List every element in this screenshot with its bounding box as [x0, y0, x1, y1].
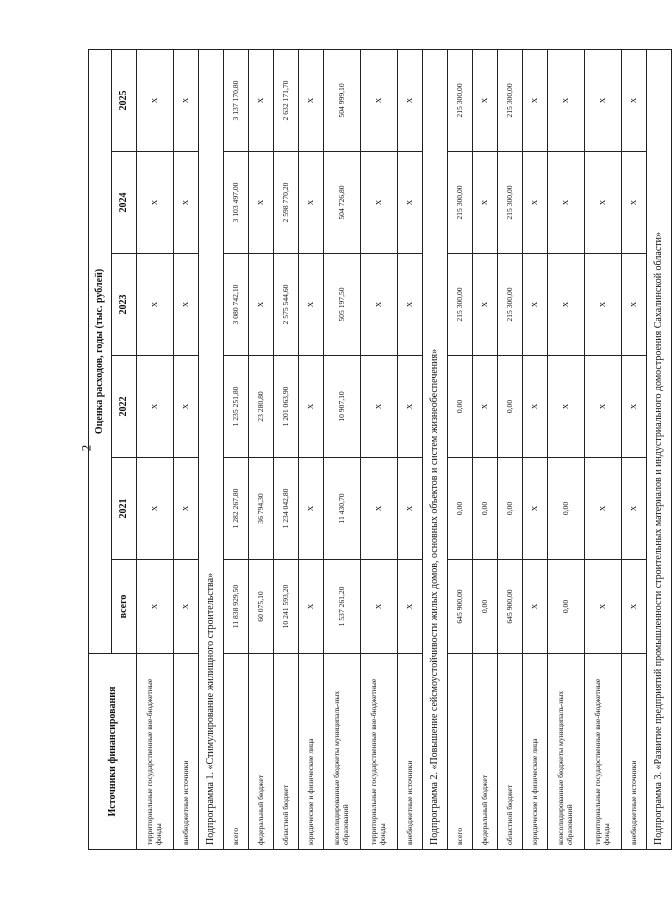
table-row	[585, 49, 622, 849]
source-label: юридические и физические лица	[299, 654, 324, 850]
value-cell: X	[361, 458, 398, 560]
value-cell: 1 537 261,20	[324, 560, 361, 654]
table-row	[498, 49, 523, 849]
value-cell: 645 900,00	[498, 560, 523, 654]
value-cell: 1 235 251,80	[224, 356, 249, 458]
value-cell: 2 598 770,20	[274, 152, 299, 254]
source-label: внебюджетные источники	[398, 654, 423, 850]
value-cell: X	[398, 356, 423, 458]
table-row	[249, 49, 274, 849]
table-row	[622, 49, 647, 849]
value-cell: 505 197,50	[324, 254, 361, 356]
value-cell: 3 137 170,80	[224, 49, 249, 151]
value-cell: 1 234 042,80	[274, 458, 299, 560]
year-header: 2025	[112, 49, 137, 151]
value-cell: X	[174, 458, 199, 560]
table-row	[398, 49, 423, 849]
value-cell: X	[523, 356, 548, 458]
value-cell: X	[398, 560, 423, 654]
rotated-table-sheet	[88, 50, 665, 850]
year-header: 2024	[112, 152, 137, 254]
subprogram-title: Подпрограмма 2. «Повышение сейсмоустойчивости жилых домов, основных объектов и систем жизнеобеспечения»	[423, 49, 448, 849]
value-cell: 0,00	[498, 458, 523, 560]
value-cell: 215 300,00	[498, 152, 523, 254]
value-cell: 3 103 497,00	[224, 152, 249, 254]
value-cell: X	[622, 560, 647, 654]
value-cell: X	[585, 356, 622, 458]
value-cell: X	[622, 49, 647, 151]
table-body	[137, 49, 672, 849]
table-row	[448, 49, 473, 849]
value-cell: X	[299, 49, 324, 151]
value-cell: X	[249, 152, 274, 254]
subprogram-title: Подпрограмма 1. «Стимулирование жилищного строительства»	[199, 49, 224, 849]
source-label: федеральный бюджет	[249, 654, 274, 850]
table-row	[473, 49, 498, 849]
value-cell: 23 280,80	[249, 356, 274, 458]
value-cell: X	[398, 152, 423, 254]
value-cell: X	[548, 152, 585, 254]
value-cell: 0,00	[548, 458, 585, 560]
value-cell: 215 300,00	[448, 152, 473, 254]
source-label: областной бюджет	[498, 654, 523, 850]
year-header: всего	[112, 560, 137, 654]
subprogram-title: Подпрограмма 3. «Развитие предприятий промышленности строительных материалов и индустриального домостроения Сахалинской области»	[647, 49, 672, 849]
table-row	[324, 49, 361, 849]
value-cell: X	[548, 254, 585, 356]
value-cell: 215 300,00	[448, 49, 473, 151]
value-cell: X	[299, 458, 324, 560]
value-cell: X	[361, 560, 398, 654]
value-cell: X	[473, 49, 498, 151]
source-label: внебюджетные источники	[174, 654, 199, 850]
source-label: консолидированные бюджеты муниципаль-ных образований	[324, 654, 361, 850]
value-cell: X	[137, 152, 174, 254]
value-cell: X	[174, 560, 199, 654]
value-cell: 2 632 171,70	[274, 49, 299, 151]
value-cell: 11 430,70	[324, 458, 361, 560]
value-cell: X	[622, 356, 647, 458]
value-cell: X	[523, 254, 548, 356]
value-cell: 0,00	[448, 356, 473, 458]
table-row	[224, 49, 249, 849]
value-cell: 3 080 742,10	[224, 254, 249, 356]
value-cell: X	[585, 560, 622, 654]
subprogram-row	[423, 49, 448, 849]
year-header: 2023	[112, 254, 137, 356]
value-cell: 10 241 593,20	[274, 560, 299, 654]
source-label: территориальные государственные вне-бюджетные фонды	[585, 654, 622, 850]
value-cell: 36 794,30	[249, 458, 274, 560]
source-label: всего	[448, 654, 473, 850]
value-cell: X	[249, 254, 274, 356]
value-cell: X	[523, 458, 548, 560]
value-cell: X	[523, 152, 548, 254]
value-cell: X	[137, 458, 174, 560]
value-cell: X	[299, 152, 324, 254]
subprogram-row	[199, 49, 224, 849]
value-cell: X	[473, 254, 498, 356]
value-cell: X	[299, 356, 324, 458]
table-row	[299, 49, 324, 849]
value-cell: X	[523, 560, 548, 654]
year-header: 2021	[112, 458, 137, 560]
value-cell: 11 838 929,50	[224, 560, 249, 654]
value-cell: X	[473, 152, 498, 254]
value-cell: 1 282 267,80	[224, 458, 249, 560]
value-cell: 504 726,80	[324, 152, 361, 254]
value-cell: X	[361, 356, 398, 458]
sources-header: Источники финансирования	[89, 654, 137, 850]
value-cell: X	[585, 152, 622, 254]
value-cell: X	[137, 356, 174, 458]
value-cell: X	[473, 356, 498, 458]
value-cell: X	[398, 254, 423, 356]
financing-table	[88, 49, 672, 850]
value-cell: 215 300,00	[498, 254, 523, 356]
value-cell: X	[174, 254, 199, 356]
value-cell: 645 900,00	[448, 560, 473, 654]
source-label: федеральный бюджет	[473, 654, 498, 850]
table-row	[174, 49, 199, 849]
estimate-header: Оценка расходов, годы (тыс. рублей)	[89, 49, 112, 653]
value-cell: X	[361, 152, 398, 254]
table-row	[548, 49, 585, 849]
table-row	[361, 49, 398, 849]
value-cell: X	[585, 458, 622, 560]
value-cell: X	[137, 254, 174, 356]
value-cell: X	[174, 152, 199, 254]
value-cell: X	[622, 458, 647, 560]
value-cell: X	[361, 49, 398, 151]
value-cell: X	[585, 254, 622, 356]
page-number: 2	[78, 444, 94, 452]
value-cell: 0,00	[473, 560, 498, 654]
source-label: всего	[224, 654, 249, 850]
subprogram-row	[647, 49, 672, 849]
value-cell: X	[174, 356, 199, 458]
value-cell: X	[622, 254, 647, 356]
table-row	[137, 49, 174, 849]
value-cell: 504 999,10	[324, 49, 361, 151]
value-cell: 0,00	[498, 356, 523, 458]
value-cell: X	[249, 49, 274, 151]
value-cell: X	[585, 49, 622, 151]
value-cell: 10 907,10	[324, 356, 361, 458]
value-cell: X	[398, 49, 423, 151]
value-cell: 215 300,00	[498, 49, 523, 151]
value-cell: 60 075,10	[249, 560, 274, 654]
value-cell: 0,00	[473, 458, 498, 560]
table-row	[523, 49, 548, 849]
value-cell: 1 201 063,90	[274, 356, 299, 458]
source-label: территориальные государственные вне-бюджетные фонды	[137, 654, 174, 850]
source-label: внебюджетные источники	[622, 654, 647, 850]
source-label: юридические и физические лица	[523, 654, 548, 850]
value-cell: 0,00	[548, 560, 585, 654]
value-cell: 2 575 544,60	[274, 254, 299, 356]
value-cell: 215 300,00	[448, 254, 473, 356]
value-cell: X	[361, 254, 398, 356]
value-cell: X	[174, 49, 199, 151]
value-cell: X	[137, 560, 174, 654]
value-cell: X	[548, 49, 585, 151]
value-cell: X	[548, 356, 585, 458]
value-cell: X	[137, 49, 174, 151]
source-label: территориальные государственные вне-бюджетные фонды	[361, 654, 398, 850]
value-cell: X	[523, 49, 548, 151]
source-label: областной бюджет	[274, 654, 299, 850]
year-header: 2022	[112, 356, 137, 458]
value-cell: X	[622, 152, 647, 254]
source-label: консолидированные бюджеты муниципаль-ных образований	[548, 654, 585, 850]
table-row	[274, 49, 299, 849]
value-cell: X	[299, 560, 324, 654]
value-cell: X	[299, 254, 324, 356]
value-cell: 0,00	[448, 458, 473, 560]
value-cell: X	[398, 458, 423, 560]
